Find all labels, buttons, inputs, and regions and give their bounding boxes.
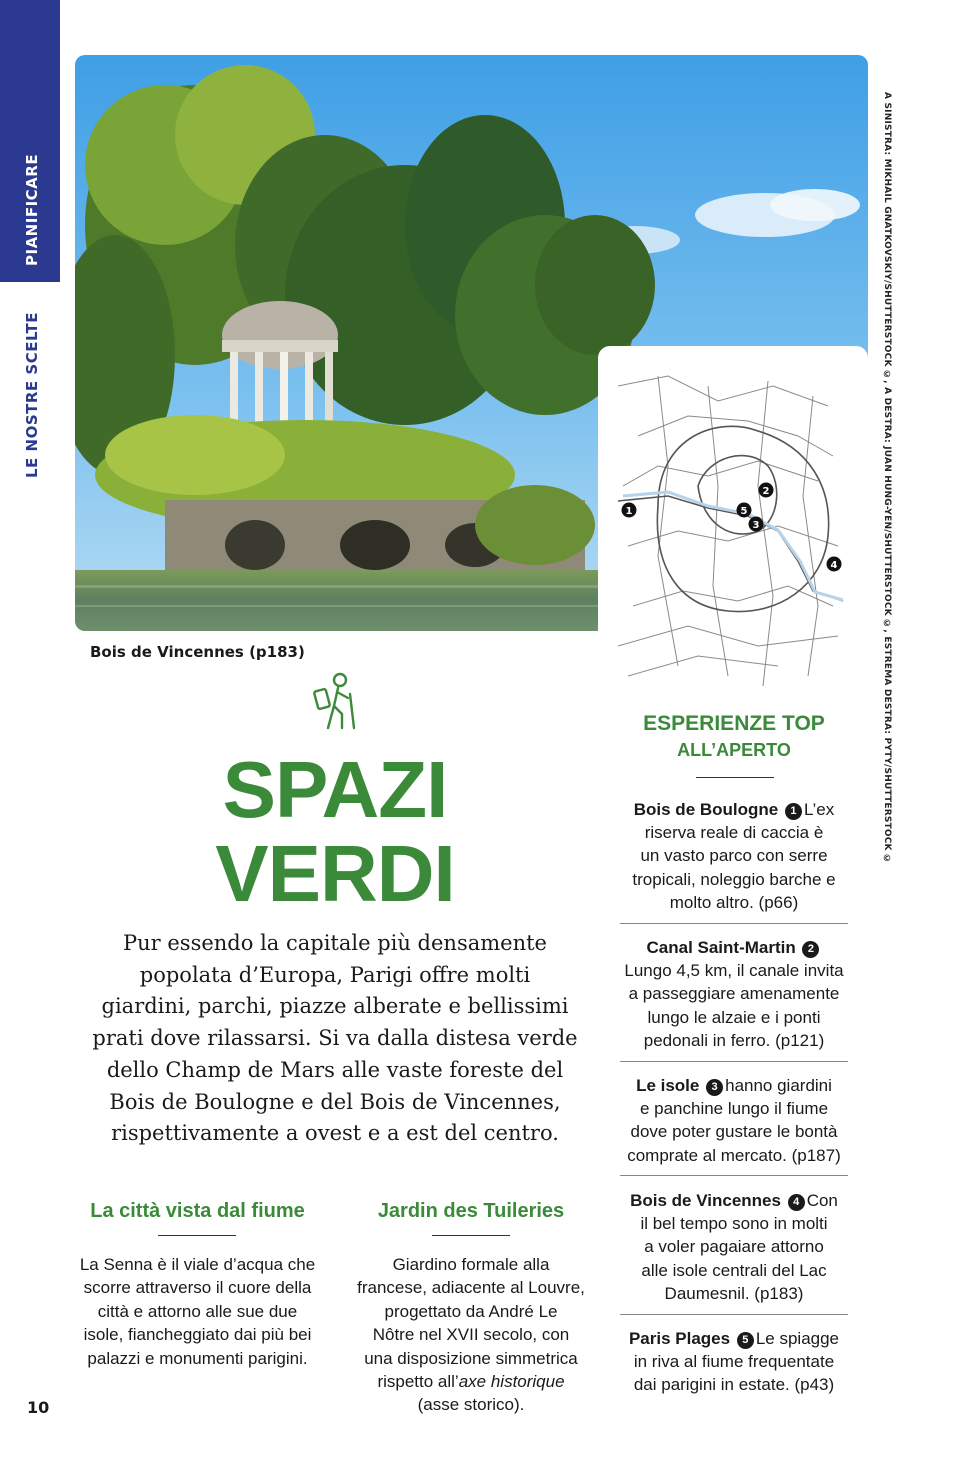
entry-line: comprate al mercato. (p187) xyxy=(627,1145,841,1165)
intro-line: Bois de Boulogne e del Bois de Vincennes, xyxy=(109,1089,561,1114)
column-heading-river: La città vista dal fiume xyxy=(90,1200,305,1222)
column-line: (asse storico). xyxy=(417,1395,525,1415)
divider xyxy=(432,1235,510,1236)
column-body-river xyxy=(70,1253,325,1370)
top-experiences-heading: ESPERIENZE TOP xyxy=(643,712,825,735)
section-label: LE NOSTRE SCELTE xyxy=(23,312,41,478)
title-line-1: SPAZI xyxy=(222,745,448,834)
number-badge: 5 xyxy=(737,1332,754,1349)
entry-divider xyxy=(620,1061,848,1062)
intro-line: giardini, parchi, piazze alberate e bellissimi xyxy=(101,994,569,1019)
intro-line: Pur essendo la capitale più densamente xyxy=(123,931,547,955)
column-line: Nôtre nel XVII secolo, con xyxy=(372,1325,570,1345)
experience-entry xyxy=(620,1074,848,1167)
entry-name: Bois de Vincennes xyxy=(630,1191,781,1210)
entry-line: Daumesnil. (p183) xyxy=(664,1283,804,1303)
intro-line: dello Champ de Mars alle vaste foreste del xyxy=(106,1057,564,1082)
number-badge: 1 xyxy=(785,803,802,820)
intro-line: prati dove rilassarsi. Si va dalla distesa verde xyxy=(92,1026,578,1051)
map-marker-3: 3 xyxy=(752,520,760,531)
column-body-tuileries xyxy=(345,1253,597,1417)
column-line: francese, adiacente al Louvre, xyxy=(357,1278,585,1298)
entry-text: Con xyxy=(806,1191,838,1210)
entry-divider xyxy=(620,1314,848,1315)
experience-entry xyxy=(620,1189,848,1305)
column-line: La Senna è il viale d’acqua che xyxy=(79,1255,316,1274)
entry-line: dove poter gustare le bontà xyxy=(630,1122,838,1142)
entry-name: Paris Plages xyxy=(628,1329,731,1348)
divider xyxy=(158,1235,236,1236)
column-line: isole, fiancheggiato dai più bei xyxy=(83,1325,312,1345)
column-line xyxy=(345,1370,597,1393)
entry-line: il bel tempo sono in molti xyxy=(640,1214,828,1234)
intro-paragraph xyxy=(75,928,595,1150)
photo-caption: Bois de Vincennes (p183) xyxy=(90,643,305,661)
intro-line: rispettivamente a ovest e a est del centro. xyxy=(111,1121,559,1146)
entry-text: Le spiagge xyxy=(755,1329,840,1348)
entry-text: hanno giardini xyxy=(725,1076,832,1095)
number-badge: 3 xyxy=(706,1079,723,1096)
column-line: palazzi e monumenti parigini. xyxy=(87,1348,308,1368)
title-line-2: VERDI xyxy=(215,829,455,918)
entry-line: a voler pagaiare attorno xyxy=(644,1237,824,1257)
column-line: Giardino formale alla xyxy=(392,1255,550,1274)
page-number: 10 xyxy=(27,1398,50,1417)
entry-divider xyxy=(620,923,848,924)
column-line: città e attorno alle sue due xyxy=(97,1301,298,1321)
column-line: progettato da André Le xyxy=(384,1301,558,1321)
entry-line: pedonali in ferro. (p121) xyxy=(643,1030,825,1050)
map-marker-4: 4 xyxy=(830,560,838,571)
photo-credit: A SINISTRA: MIKHAIL GNATKOVSKIY/SHUTTERSTOCK ©, A DESTRA: JUAN HUNG-YEN/SHUTTERSTOCK ©, ESTREMA DESTRA: PYTY/SHUTTERSTOCK © xyxy=(882,92,892,865)
number-badge: 4 xyxy=(788,1194,805,1211)
entry-line: riserva reale di caccia è xyxy=(644,823,824,843)
entry-name: Bois de Boulogne xyxy=(633,800,779,819)
entry-name: Le isole xyxy=(636,1076,700,1095)
map-marker-2: 2 xyxy=(762,486,770,497)
entry-line: tropicali, noleggio barche e xyxy=(632,869,836,889)
map-marker-1: 1 xyxy=(625,506,633,517)
entry-line: e panchine lungo il fiume xyxy=(639,1099,829,1119)
text-span: rispetto all’ xyxy=(377,1372,459,1392)
page-title xyxy=(160,745,510,918)
locator-map xyxy=(598,346,868,696)
entry-line: molto altro. (p66) xyxy=(669,892,799,912)
entry-name: Canal Saint-Martin xyxy=(646,938,796,957)
hiker-icon xyxy=(312,672,360,732)
entry-divider xyxy=(620,1175,848,1176)
number-badge: 2 xyxy=(802,941,819,958)
entry-line: dai parigini in estate. (p43) xyxy=(633,1375,835,1395)
column-heading-tuileries: Jardin des Tuileries xyxy=(377,1200,565,1222)
entry-line: alle isole centrali del Lac xyxy=(641,1260,827,1280)
italic-term: axe historique xyxy=(458,1372,565,1392)
experience-entry xyxy=(620,1327,848,1397)
experience-entry xyxy=(620,936,848,1052)
top-experiences-subheading: ALL’APERTO xyxy=(677,740,791,760)
entry-line: a passeggiare amenamente xyxy=(628,984,840,1004)
divider xyxy=(696,777,774,778)
entry-line: in riva al fiume frequentate xyxy=(633,1352,835,1372)
column-line: una disposizione simmetrica xyxy=(364,1348,578,1368)
experience-entry xyxy=(620,798,848,914)
entry-line: un vasto parco con serre xyxy=(640,846,828,866)
intro-line: popolata d’Europa, Parigi offre molti xyxy=(139,962,531,987)
map-marker-5: 5 xyxy=(740,506,748,517)
entry-line: Lungo 4,5 km, il canale invita xyxy=(624,961,844,981)
column-line: scorre attraverso il cuore della xyxy=(83,1278,312,1298)
entry-line: lungo le alzaie e i ponti xyxy=(647,1007,821,1027)
sidebar-tab-label: PIANIFICARE xyxy=(23,153,41,266)
entry-text: L’ex xyxy=(803,800,835,819)
